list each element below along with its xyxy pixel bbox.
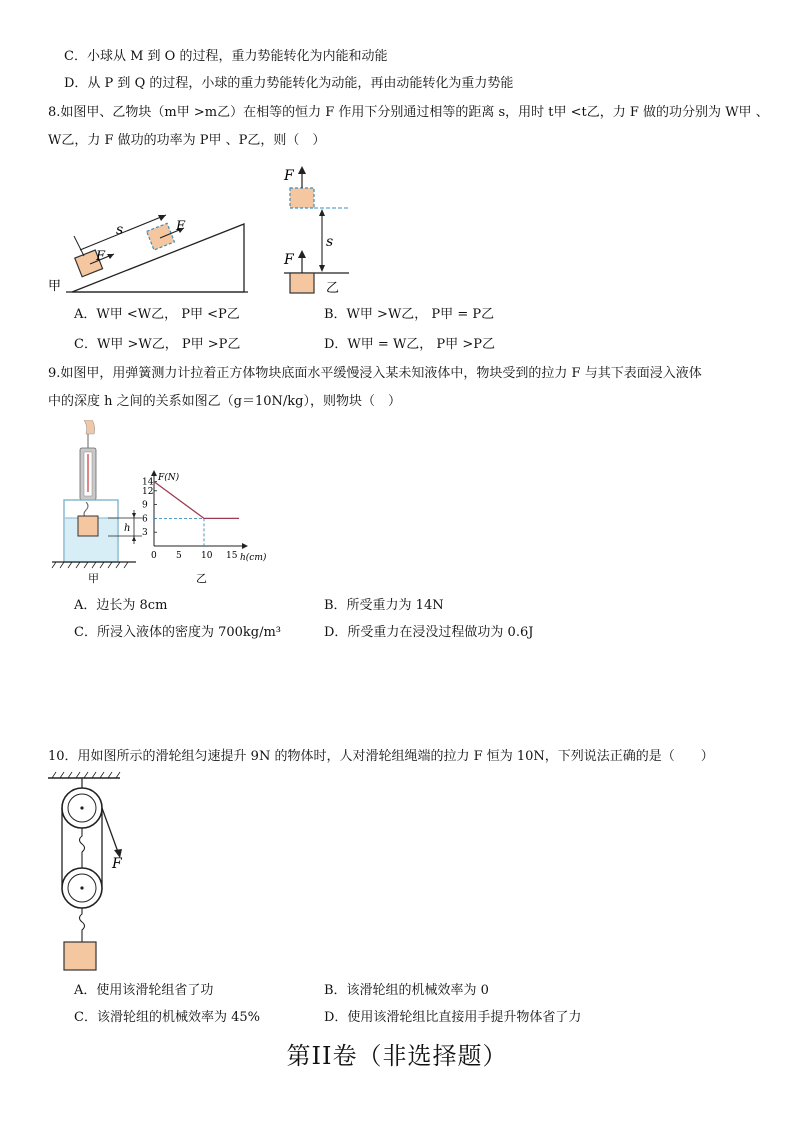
label-jia: 甲 xyxy=(88,572,99,585)
q8-option-c: C．W甲 >W乙， P甲 >P乙 xyxy=(74,337,241,352)
y-tick-label: 9 xyxy=(142,500,148,511)
x-axis-label: h(cm) xyxy=(240,553,267,563)
cube-block xyxy=(78,516,98,536)
q10-option-b: B．该滑轮组的机械效率为 0 xyxy=(324,983,489,998)
x-tick-label: 0 xyxy=(151,551,157,561)
block-yi xyxy=(290,273,314,293)
q7-option-c: C．小球从 M 到 O 的过程，重力势能转化为内能和动能 xyxy=(64,49,388,64)
q10-stem: 10．用如图所示的滑轮组匀速提升 9N 的物体时，人对滑轮组绳端的拉力 F 恒为 10N，下列说法正确的是（ ） xyxy=(48,749,714,764)
q9-stem-line1: 9.如图甲，用弹簧测力计拉着正方体物块底面水平缓慢浸入某未知液体中，物块受到的拉力 F 与其下表面浸入液体 xyxy=(48,366,702,381)
x-tick-label: 10 xyxy=(201,551,213,561)
label-f-jia2: F xyxy=(176,219,186,234)
block-jia-moved xyxy=(147,223,175,250)
hand-icon xyxy=(84,420,95,434)
label-yi: 乙 xyxy=(326,281,340,296)
q9-stem-line2: 中的深度 h 之间的关系如图乙（g＝10N/kg），则物块（ ） xyxy=(48,394,401,409)
q10-option-d: D．使用该滑轮组比直接用手提升物体省了力 xyxy=(324,1010,582,1025)
label-f-yi-top: F xyxy=(284,168,294,184)
y-axis-label: F(N) xyxy=(158,473,180,483)
q8-stem-line1: 8.如图甲、乙物块（m甲 >m乙）在相等的恒力 F 作用下分别通过相等的距离 s，用时 t甲 <t乙，力 F 做的功分别为 W甲 、 xyxy=(48,105,769,120)
label-s-jia: s xyxy=(116,222,124,238)
label-f-jia1: F xyxy=(96,249,106,264)
q9-chart xyxy=(142,470,267,563)
label-jia: 甲 xyxy=(48,279,62,294)
block-yi-moved xyxy=(290,188,314,208)
q10-figure xyxy=(46,770,156,975)
label-f: F xyxy=(112,856,122,872)
q9-option-a: A．边长为 8cm xyxy=(74,598,168,613)
x-tick-label: 15 xyxy=(226,551,238,561)
q8-option-b: B．W甲 >W乙， P甲 = P乙 xyxy=(324,307,495,322)
q8-stem-line2: W乙，力 F 做功的功率为 P甲 、P乙，则（ ） xyxy=(48,133,326,148)
load-block xyxy=(64,942,96,970)
x-tick-label: 5 xyxy=(176,551,182,561)
q8-option-d: D．W甲 = W乙， P甲 >P乙 xyxy=(324,337,495,352)
label-yi: 乙 xyxy=(196,572,207,585)
series-line xyxy=(154,482,239,519)
q8-option-a: A．W甲 <W乙， P甲 <P乙 xyxy=(74,307,240,322)
q8-figure xyxy=(44,158,364,298)
q7-option-d: D．从 P 到 Q 的过程，小球的重力势能转化为动能，再由动能转化为重力势能 xyxy=(64,76,514,91)
q9-option-b: B．所受重力为 14N xyxy=(324,598,444,613)
y-tick-label: 6 xyxy=(142,514,148,525)
q9-option-d: D．所受重力在浸没过程做功为 0.6J xyxy=(324,625,534,640)
y-tick-label: 3 xyxy=(142,528,148,539)
label-h: h xyxy=(124,523,131,534)
section-title: 第II卷（非选择题） xyxy=(286,1042,508,1070)
label-f-yi-bottom: F xyxy=(284,252,294,268)
label-s-yi: s xyxy=(326,234,334,250)
q10-option-c: C．该滑轮组的机械效率为 45% xyxy=(74,1010,260,1025)
y-tick-label: 14 xyxy=(142,477,154,488)
q9-figure xyxy=(50,420,290,590)
y-tick-label: 12 xyxy=(142,486,154,497)
q10-option-a: A．使用该滑轮组省了功 xyxy=(74,983,214,998)
q9-option-c: C．所浸入液体的密度为 700kg/m³ xyxy=(74,625,282,640)
